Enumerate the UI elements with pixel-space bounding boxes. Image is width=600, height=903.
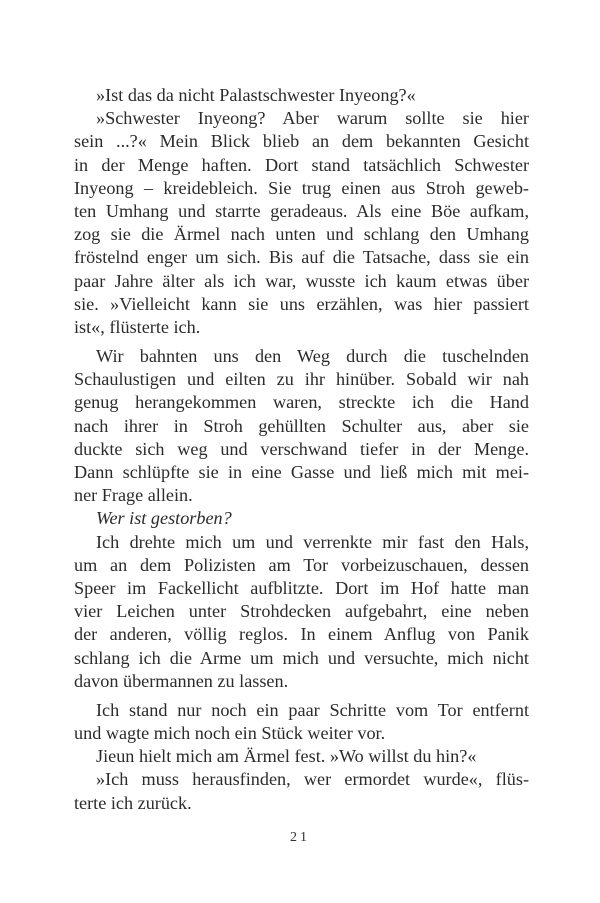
paragraph-italic	[74, 507, 529, 530]
text-line: fröstelnd enger um sich. Bis auf die Tatsache, dass sie ein	[74, 247, 529, 268]
text-line: Ich drehte mich um und verrenkte mir fast den Hals,	[96, 531, 529, 552]
text-line: vier Leichen unter Strohdecken aufgebahrt, eine neben	[74, 601, 529, 622]
text-line: Wir bahnten uns den Weg durch die tuschelnden	[96, 346, 529, 367]
text-line: genug herangekommen waren, streckte ich die Hand	[74, 392, 529, 413]
paragraph	[74, 745, 529, 768]
paragraph	[74, 531, 529, 693]
text-line: duckte sich weg und verschwand tiefer in der Menge.	[74, 438, 529, 459]
text-line: Dann schlüpfte sie in eine Gasse und ließ mich mit mei-	[74, 462, 529, 482]
text-line: nach ihrer in Stroh gehüllten Schulter aus, aber sie	[74, 415, 529, 436]
text-line: der anderen, völlig reglos. In einem Anflug von Panik	[74, 624, 529, 645]
text-line: sie. »Vielleicht kann sie uns erzählen, was hier passiert	[74, 293, 529, 314]
text-line: davon übermannen zu lassen.	[74, 670, 289, 691]
italic-text-line: Wer ist gestorben?	[96, 508, 232, 529]
text-line: Speer im Fackellicht aufblitzte. Dort im Hof hatte man	[74, 577, 529, 598]
text-line: sein ...?« Mein Blick blieb an dem bekannten Gesicht	[74, 131, 529, 152]
paragraph	[74, 768, 529, 814]
text-line: »Ist das da nicht Palastschwester Inyeong?«	[96, 85, 416, 105]
text-line: terte ich zurück.	[74, 792, 192, 813]
text-line: ten Umhang und starrte geradeaus. Als eine Böe aufkam,	[74, 200, 529, 221]
paragraph	[74, 345, 529, 507]
text-line: »Schwester Inyeong? Aber warum sollte sie hier	[96, 108, 529, 129]
page-number: 21	[290, 830, 310, 845]
paragraph	[74, 699, 529, 745]
text-line: Jieun hielt mich am Ärmel fest. »Wo willst du hin?«	[96, 746, 477, 767]
text-line: »Ich muss herausfinden, wer ermordet wurde«, flüs-	[96, 769, 529, 790]
text-line: Schaulustigen und eilten zu ihr hinüber. Sobald wir nah	[74, 369, 529, 390]
text-line: um an dem Polizisten am Tor vorbeizuschauen, dessen	[74, 554, 529, 575]
text-line: ner Frage allein.	[74, 485, 193, 506]
body-text	[74, 84, 529, 815]
text-line: zog sie die Ärmel nach unten und schlang den Umhang	[74, 224, 529, 245]
paragraph	[74, 107, 529, 339]
text-line: schlang ich die Arme um mich und versuchte, mich nicht	[74, 647, 529, 668]
text-line: Ich stand nur noch ein paar Schritte vom Tor entfernt	[96, 699, 529, 720]
text-line: Inyeong – kreidebleich. Sie trug einen aus Stroh geweb-	[74, 177, 529, 198]
text-line: paar Jahre älter als ich war, wusste ich kaum etwas über	[74, 270, 529, 291]
text-line: und wagte mich noch ein Stück weiter vor.	[74, 723, 386, 744]
text-line: ist«, flüsterte ich.	[74, 316, 201, 337]
text-line: in der Menge haften. Dort stand tatsächlich Schwester	[74, 154, 529, 175]
paragraph	[74, 84, 529, 107]
